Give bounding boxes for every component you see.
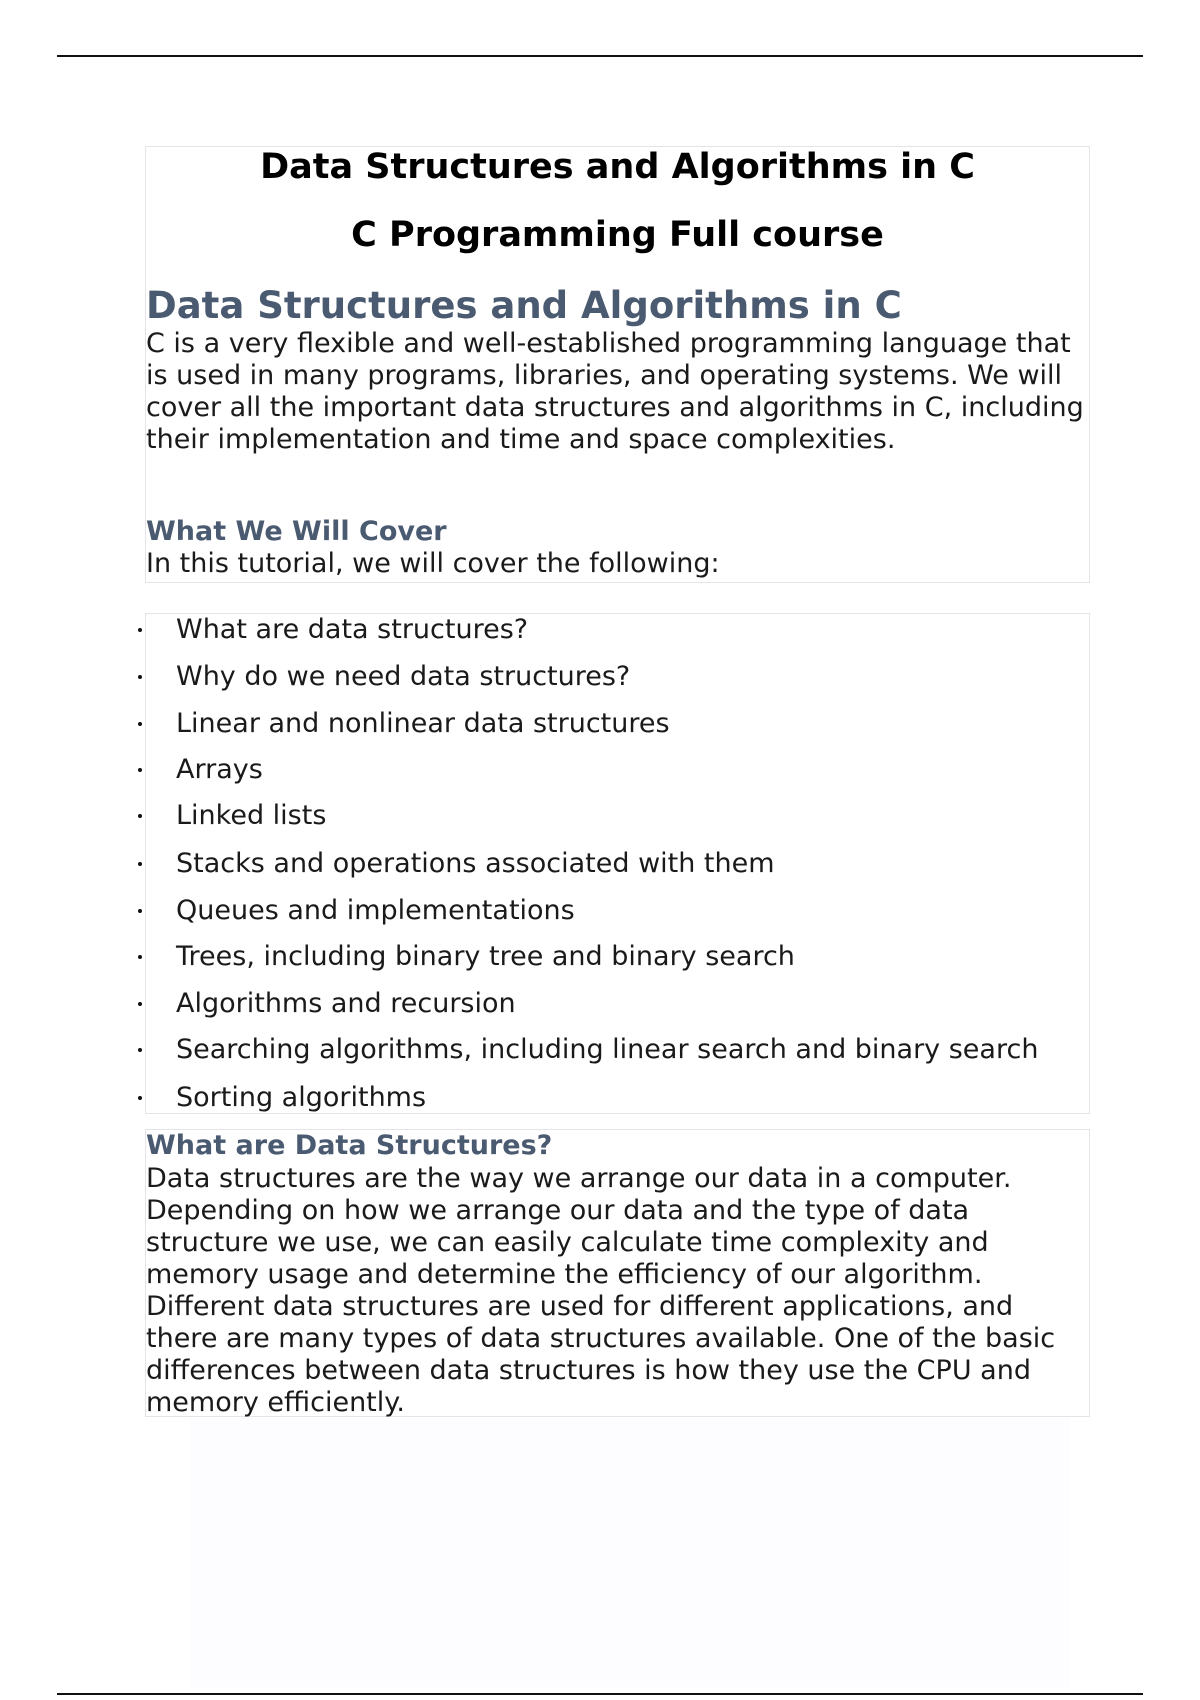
intro-paragraph: C is a very flexible and well-established programming language that is used in many programs, libraries, and operating systems. We will cover all the important data structures and algorithms in C, including their implementation and time and space complexities. bbox=[146, 328, 1084, 455]
list-item bbox=[146, 661, 1089, 695]
list-item-text: Linear and nonlinear data structures bbox=[176, 708, 670, 739]
cover-intro: In this tutorial, we will cover the following: bbox=[146, 548, 720, 579]
list-item bbox=[146, 895, 1089, 929]
ds-heading: What are Data Structures? bbox=[146, 1130, 553, 1161]
list-item-text: Algorithms and recursion bbox=[176, 988, 516, 1019]
list-item-text: Linked lists bbox=[176, 800, 327, 831]
topics-section bbox=[145, 613, 1090, 1114]
bullet-icon bbox=[138, 1002, 142, 1006]
list-item bbox=[146, 1082, 1089, 1116]
bullet-icon bbox=[138, 909, 142, 913]
list-item bbox=[146, 848, 1089, 882]
cover-heading: What We Will Cover bbox=[146, 516, 447, 547]
list-item bbox=[146, 754, 1089, 788]
section-heading: Data Structures and Algorithms in C bbox=[146, 284, 902, 327]
bullet-icon bbox=[138, 722, 142, 726]
bottom-rule bbox=[57, 1693, 1143, 1695]
intro-section bbox=[145, 146, 1090, 583]
list-item-text: Stacks and operations associated with them bbox=[176, 848, 775, 879]
list-item-text: Queues and implementations bbox=[176, 895, 575, 926]
list-item bbox=[146, 988, 1089, 1022]
list-item bbox=[146, 708, 1089, 742]
bullet-icon bbox=[138, 814, 142, 818]
data-structures-section bbox=[145, 1129, 1090, 1417]
bullet-icon bbox=[138, 675, 142, 679]
list-item-text: Trees, including binary tree and binary search bbox=[176, 941, 795, 972]
list-item-text: What are data structures? bbox=[176, 614, 529, 645]
background-panel bbox=[190, 1418, 1070, 1688]
list-item bbox=[146, 941, 1089, 975]
top-rule bbox=[57, 55, 1143, 57]
list-item bbox=[146, 800, 1089, 834]
list-item-text: Searching algorithms, including linear search and binary search bbox=[176, 1034, 1039, 1065]
bullet-icon bbox=[138, 768, 142, 772]
list-item-text: Why do we need data structures? bbox=[176, 661, 631, 692]
bullet-icon bbox=[138, 628, 142, 632]
ds-paragraph: Data structures are the way we arrange our data in a computer. Depending on how we arrange our data and the type of data structure we use, we can easily calculate time complexity and memory usage and determine the efficiency of our algorithm. Different data structures are used for different applications, and there are many types of data structures available. One of the basic differences between data structures is how they use the CPU and memory efficiently. bbox=[146, 1163, 1056, 1418]
bullet-icon bbox=[138, 862, 142, 866]
bullet-icon bbox=[138, 1096, 142, 1100]
bullet-icon bbox=[138, 1048, 142, 1052]
list-item-text: Sorting algorithms bbox=[176, 1082, 427, 1113]
document-title: Data Structures and Algorithms in C bbox=[260, 147, 975, 187]
list-item-text: Arrays bbox=[176, 754, 263, 785]
list-item bbox=[146, 1034, 1089, 1068]
list-item bbox=[146, 614, 1089, 648]
bullet-icon bbox=[138, 955, 142, 959]
document-subtitle: C Programming Full course bbox=[351, 215, 884, 255]
topics-list bbox=[146, 614, 1089, 1113]
